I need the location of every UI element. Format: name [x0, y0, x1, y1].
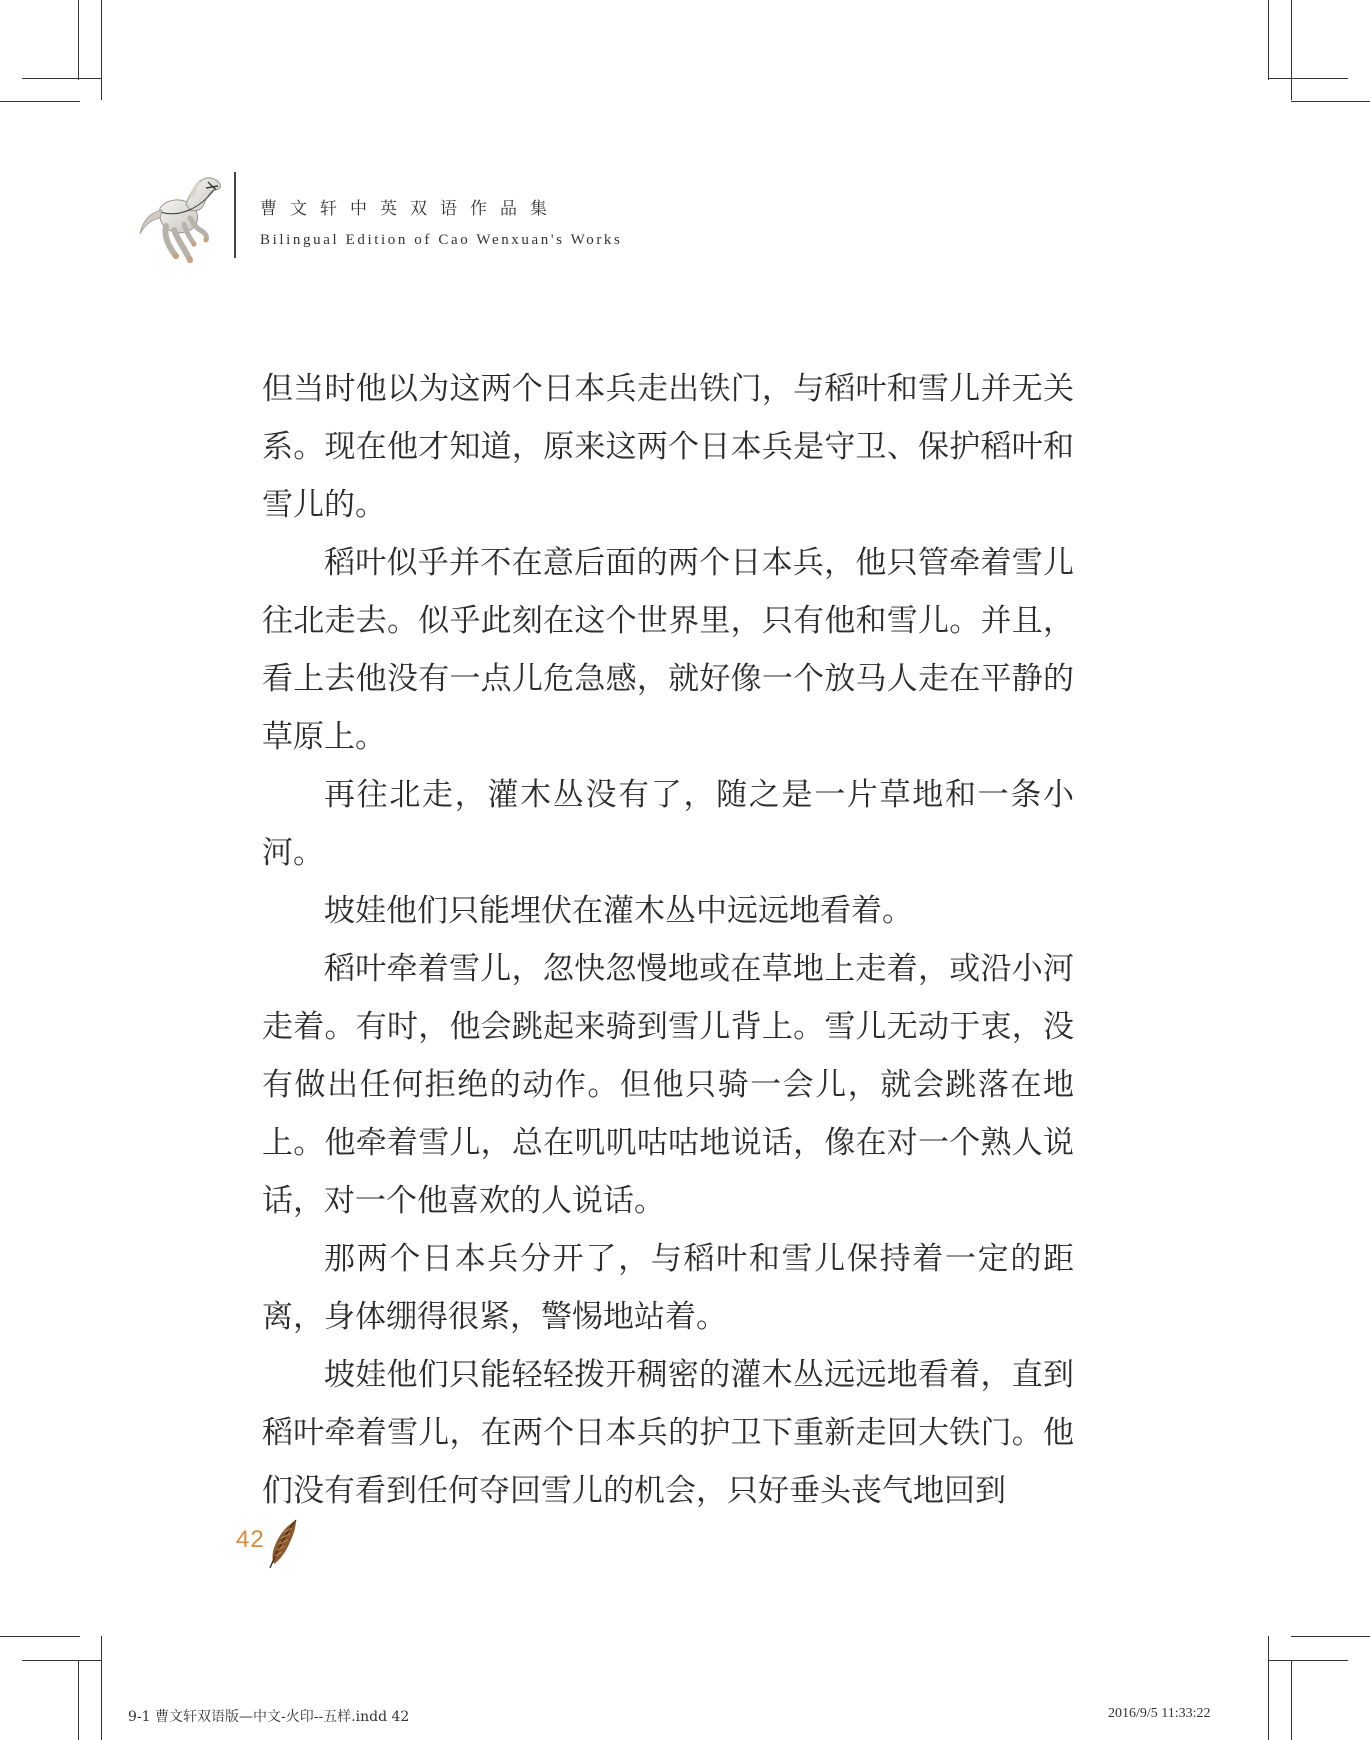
crop-mark-top-right-vertical-2	[1291, 0, 1292, 100]
paragraph: 坡娃他们只能轻轻拨开稠密的灌木丛远远地看着，直到稻叶牵着雪儿，在两个日本兵的护卫下重新走回大铁门。他们没有看到任何夺回雪儿的机会，只好垂头丧气地回到	[262, 1357, 1074, 1509]
crop-mark-bottom-right-horizontal	[1291, 1636, 1370, 1637]
crop-mark-top-right-horizontal	[1268, 78, 1348, 79]
white-horse-illustration-icon	[130, 168, 230, 268]
series-title-chinese: 曹文轩中英双语作品集	[260, 199, 560, 219]
paragraph: 再往北走，灌木丛没有了，随之是一片草地和一条小河。	[262, 777, 1074, 871]
crop-mark-bottom-left-horizontal-2	[22, 1660, 102, 1661]
crop-mark-bottom-left-horizontal	[0, 1636, 80, 1637]
crop-mark-top-left-horizontal	[22, 78, 102, 79]
crop-mark-bottom-right-vertical-2	[1291, 1660, 1292, 1740]
crop-mark-top-left-vertical-2	[101, 0, 102, 100]
crop-mark-bottom-right-horizontal-2	[1268, 1660, 1348, 1661]
crop-mark-bottom-left-vertical-2	[101, 1636, 102, 1740]
feather-icon	[264, 1518, 300, 1570]
print-slug-timestamp: 2016/9/5 11:33:22	[1108, 1706, 1211, 1721]
body-text	[262, 360, 1074, 1520]
print-slug-file-info: 9-1 曹文轩双语版—中文-火印--五样.indd 42	[128, 1709, 410, 1725]
paragraph: 那两个日本兵分开了，与稻叶和雪儿保持着一定的距离，身体绷得很紧，警惕地站着。	[262, 1241, 1074, 1335]
paragraph: 稻叶牵着雪儿，忽快忽慢地或在草地上走着，或沿小河走着。有时，他会跳起来骑到雪儿背上。雪儿无动于衷，没有做出任何拒绝的动作。但他只骑一会儿，就会跳落在地上。他牵着雪儿，总在叽叽咕咕地说话，像在对一个熟人说话，对一个他喜欢的人说话。	[262, 951, 1074, 1219]
running-header	[130, 168, 730, 268]
crop-mark-top-right-vertical	[1268, 0, 1269, 80]
paragraph: 稻叶似乎并不在意后面的两个日本兵，他只管牵着雪儿往北走去。似乎此刻在这个世界里，只有他和雪儿。并且，看上去他没有一点儿危急感，就好像一个放马人走在平静的草原上。	[262, 545, 1074, 755]
paragraph: 坡娃他们只能埋伏在灌木丛中远远地看着。	[324, 893, 913, 929]
paragraph: 但当时他以为这两个日本兵走出铁门，与稻叶和雪儿并无关系。现在他才知道，原来这两个日本兵是守卫、保护稻叶和雪儿的。	[262, 371, 1074, 523]
crop-mark-bottom-left-vertical	[78, 1660, 79, 1740]
crop-mark-top-left-vertical	[78, 0, 79, 80]
series-title-english: Bilingual Edition of Cao Wenxuan's Works	[260, 232, 623, 248]
crop-mark-bottom-right-vertical	[1268, 1636, 1269, 1740]
crop-mark-top-left-horizontal-2	[0, 101, 80, 102]
crop-mark-top-right-horizontal-2	[1291, 101, 1370, 102]
page-number: 42	[236, 1526, 265, 1553]
header-divider	[234, 172, 236, 258]
